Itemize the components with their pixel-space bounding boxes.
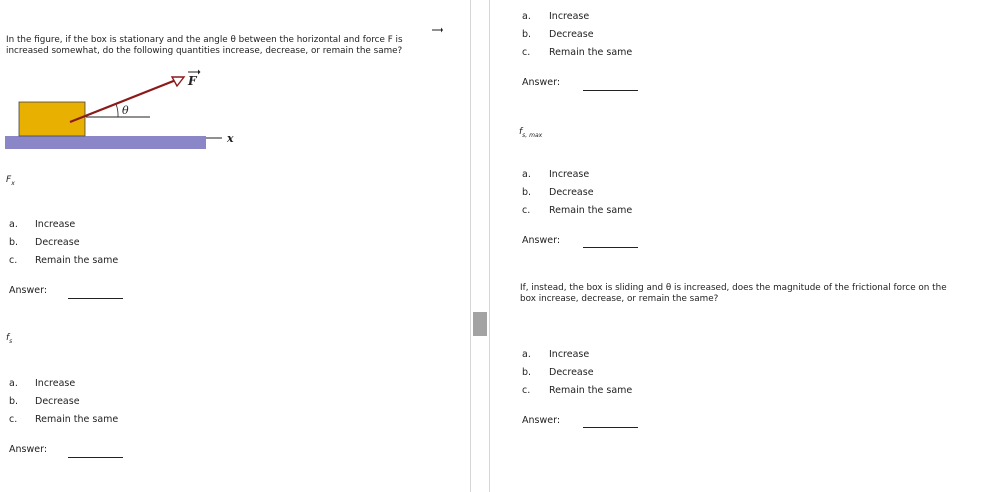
prev-option-decrease[interactable]: Decrease [549,29,594,40]
fx-option-increase[interactable]: Increase [35,219,76,230]
option-letter-a: a. [9,378,18,389]
prev-answer-label: Answer: [522,77,561,88]
sliding-answer-label: Answer: [522,415,561,426]
force-diagram [0,66,250,156]
option-letter-a: a. [522,349,531,360]
option-letter-c: c. [9,255,18,266]
sliding-option-decrease[interactable]: Decrease [549,367,594,378]
angle-arc [116,104,118,117]
fs-answer-field[interactable] [68,457,123,458]
right-pane [490,0,993,492]
fx-answer-field[interactable] [68,298,123,299]
vector-arrow-icon [431,26,443,34]
fs-option-same[interactable]: Remain the same [35,414,119,425]
sliding-option-same[interactable]: Remain the same [549,385,633,396]
fx-answer-label: Answer: [9,285,48,296]
fs-option-decrease[interactable]: Decrease [35,396,80,407]
prev-answer-field[interactable] [583,90,638,91]
sliding-question-line-2: box increase, decrease, or remain the same? [520,294,719,304]
option-letter-c: c. [522,47,531,58]
fs-answer-label: Answer: [9,444,48,455]
option-letter-a: a. [522,11,531,22]
option-letter-c: c. [522,385,531,396]
option-letter-a: a. [522,169,531,180]
axis-label: x [227,132,234,145]
fx-option-decrease[interactable]: Decrease [35,237,80,248]
fs-option-increase[interactable]: Increase [35,378,76,389]
fx-option-same[interactable]: Remain the same [35,255,119,266]
sliding-question [520,283,947,305]
floor [5,136,206,149]
option-letter-c: c. [9,414,18,425]
option-letter-b: b. [522,187,532,198]
option-letter-b: b. [9,237,19,248]
fsmax-option-increase[interactable]: Increase [549,169,590,180]
quantity-fx: $F_x$ [6,175,15,187]
option-letter-c: c. [522,205,531,216]
question-intro [6,35,403,57]
fsmax-answer-label: Answer: [522,235,561,246]
sliding-answer-field[interactable] [583,427,638,428]
prev-option-increase[interactable]: Increase [549,11,590,22]
pane-scrollbar[interactable] [470,0,490,492]
question-line-1: In the figure, if the box is stationary and the angle θ between the horizontal and force F is [6,35,403,45]
quantity-fs: $f_s$ [6,333,13,345]
fsmax-answer-field[interactable] [583,247,638,248]
sliding-option-increase[interactable]: Increase [549,349,590,360]
question-line-2: increased somewhat, do the following quantities increase, decrease, or remain the same? [6,46,403,56]
fsmax-option-same[interactable]: Remain the same [549,205,633,216]
prev-option-same[interactable]: Remain the same [549,47,633,58]
quantity-fsmax: $f_{s, max}$ [519,127,543,139]
sliding-question-line-1: If, instead, the box is sliding and θ is increased, does the magnitude of the frictional force on the [520,283,947,293]
option-letter-a: a. [9,219,18,230]
option-letter-b: b. [522,29,532,40]
left-pane [0,0,470,492]
scrollbar-thumb[interactable] [473,312,487,336]
force-arrowhead [172,77,184,86]
option-letter-b: b. [522,367,532,378]
force-label: F [188,74,197,88]
angle-label: θ [122,104,129,117]
fsmax-option-decrease[interactable]: Decrease [549,187,594,198]
option-letter-b: b. [9,396,19,407]
